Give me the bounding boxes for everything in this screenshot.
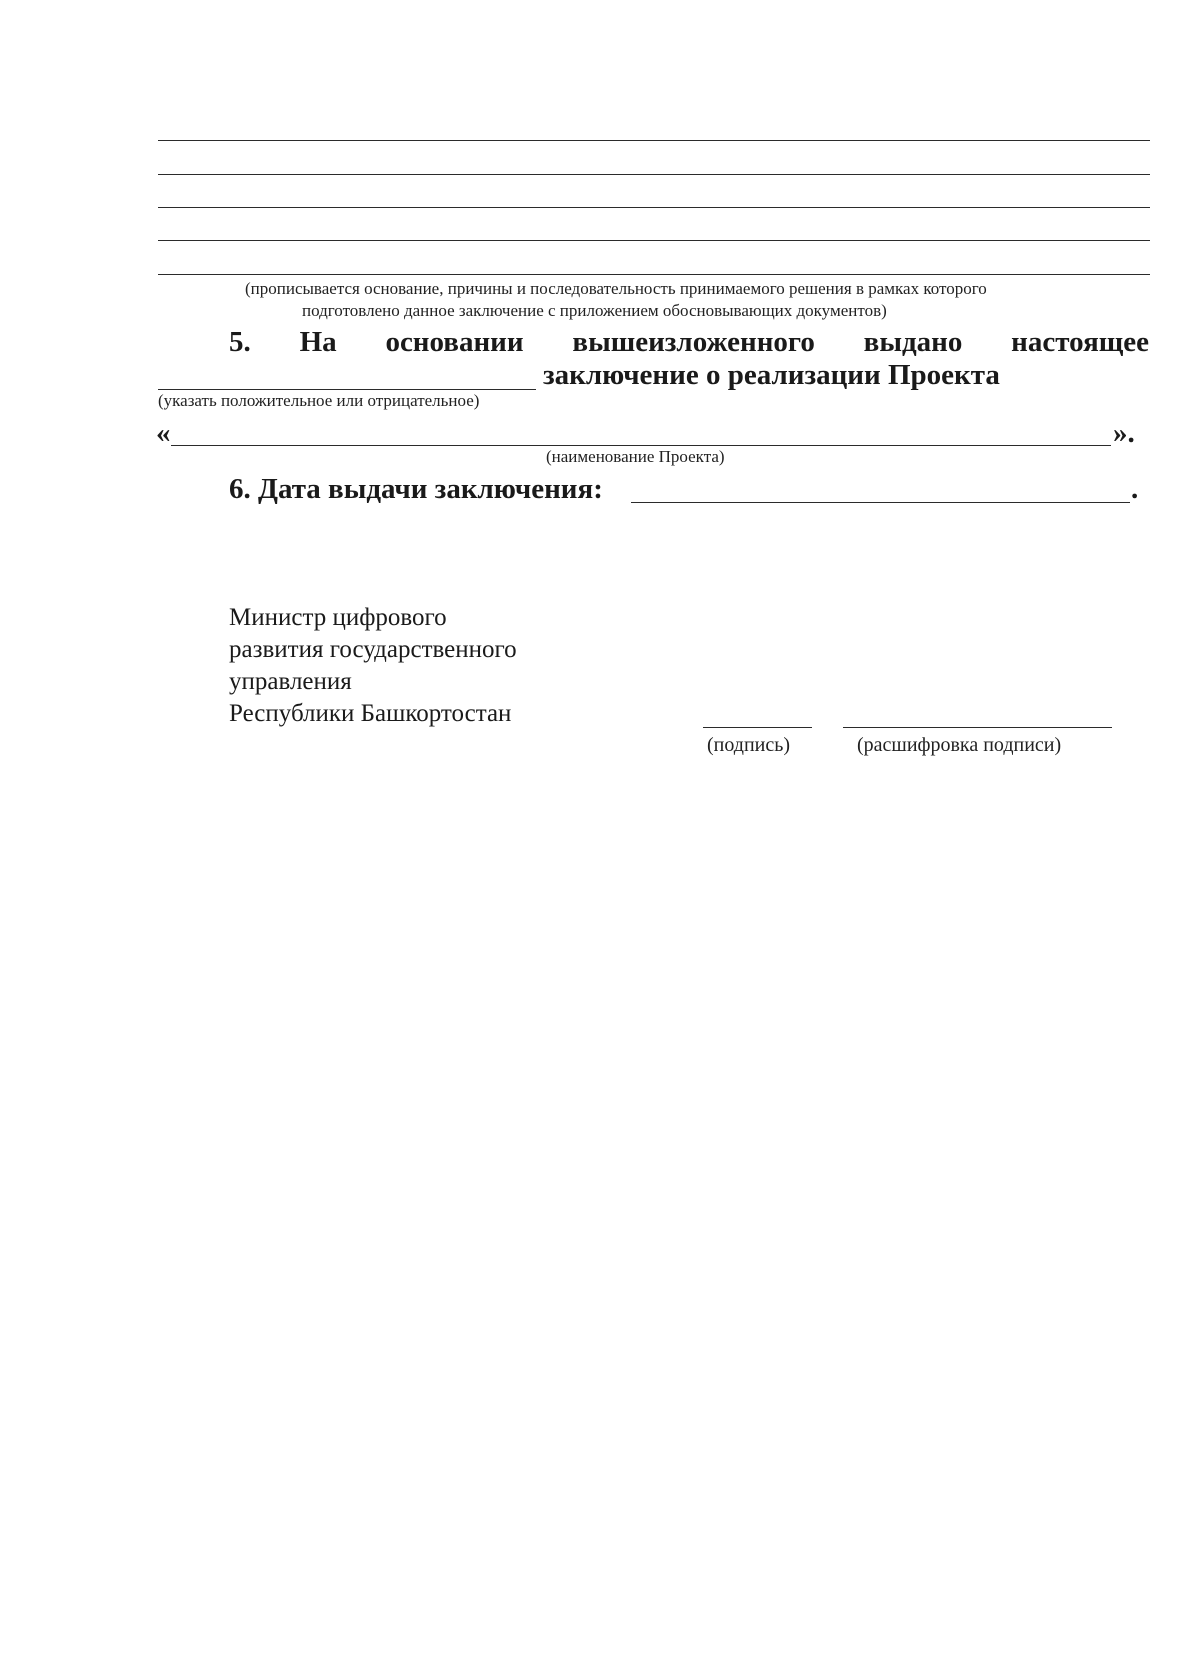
section5-word: выдано [863,326,963,358]
signature-blank[interactable] [703,727,812,728]
issue-date-label: 6. Дата выдачи заключения: [229,473,603,505]
basis-rule-1 [158,140,1150,141]
section5-word: вышеизложенного [572,326,815,358]
signer-line: управления [229,668,352,695]
basis-rule-5 [158,274,1150,275]
signature-note: (подпись) [707,734,791,756]
open-quote: « [156,417,171,449]
section5-first-line [229,325,1149,359]
project-name-note: (наименование Проекта) [546,447,725,466]
close-quote: ». [1113,417,1135,449]
basis-rule-4 [158,240,1150,241]
signer-line: развития государственного [229,636,517,663]
section5-word: На [299,326,337,358]
section5-word: настоящее [1011,326,1149,358]
section5-number: 5. [229,326,251,358]
signer-line: Министр цифрового [229,604,447,631]
signature-decryption-blank[interactable] [843,727,1112,728]
issue-date-blank[interactable] [631,502,1130,503]
basis-rule-3 [158,207,1150,208]
conclusion-type-note: (указать положительное или отрицательное) [158,391,480,410]
signature-decryption-note: (расшифровка подписи) [857,734,1062,756]
issue-date-end-mark: . [1131,473,1139,505]
signer-title [229,602,517,730]
basis-note-line-2: подготовлено данное заключение с приложением обосновывающих документов) [302,301,887,320]
section5-continuation: заключение о реализации Проекта [543,359,1000,391]
section5-word: основании [385,326,524,358]
basis-note-line-1: (прописывается основание, причины и последовательность принимаемого решения в рамках которого [245,279,987,298]
basis-rule-2 [158,174,1150,175]
signer-line: Республики Башкортостан [229,700,512,727]
